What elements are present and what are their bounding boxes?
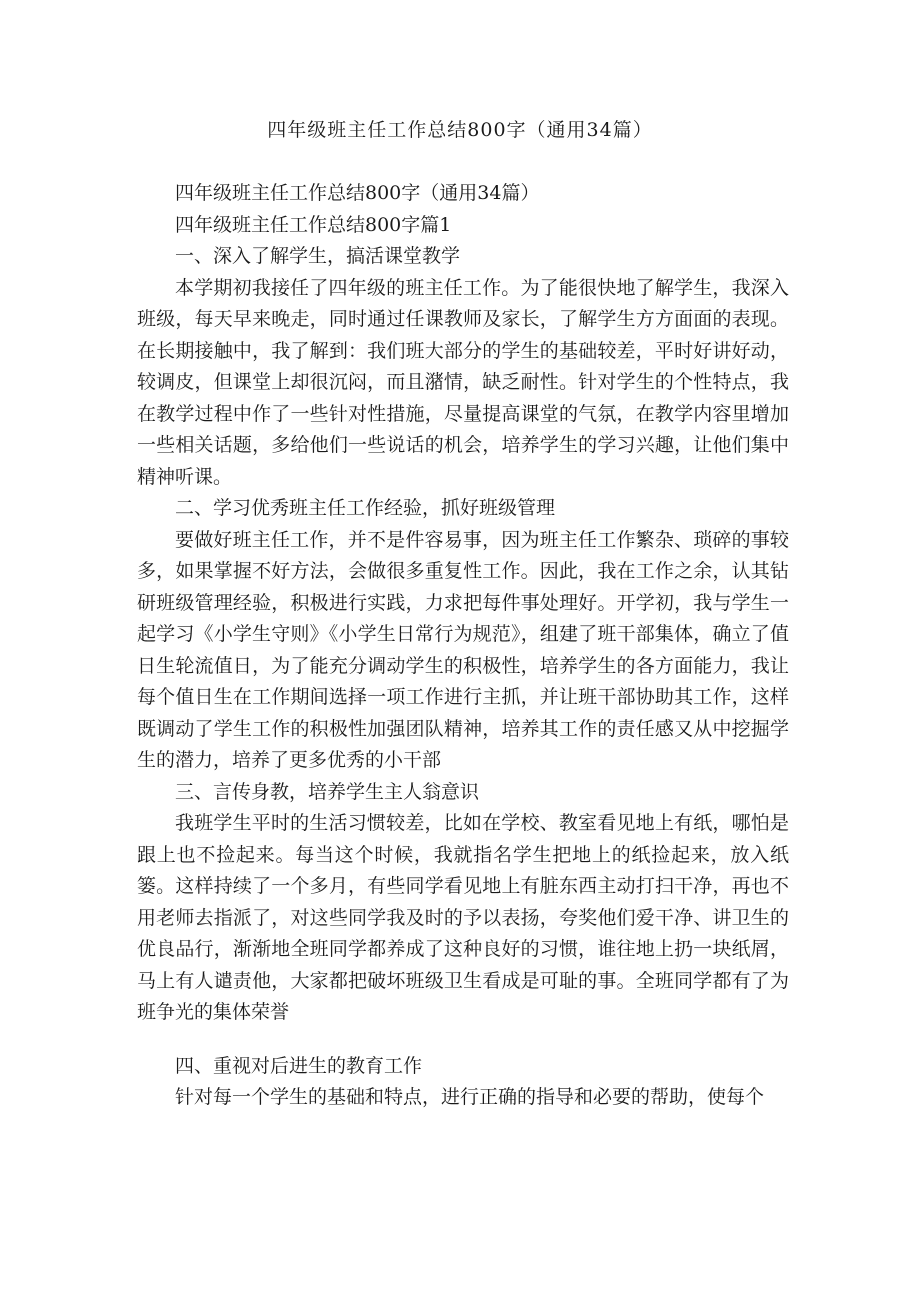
document-title: 四年级班主任工作总结800字（通用34篇）	[267, 119, 653, 141]
paragraph-understand-students: 本学期初我接任了四年级的班主任工作。为了能很快地了解学生，我深入班级，每天早来晚走，同时通过任课教师及家长，了解学生方方面面的表现。在长期接触中，我了解到：我们班大部分的学生的基础较差，平时好讲好动，较调皮，但课堂上却很沉闷，而且潴情，缺乏耐性。针对学生的个性特点，我在教学过程中作了一些针对性措施，尽量提高课堂的气氛，在教学内容里增加一些相关话题，多给他们一些说话的机会，培养学生的学习兴趣，让他们集中精神听课。	[137, 276, 789, 488]
heading-ownership: 三、言传身教，培养学生主人翁意识	[175, 780, 480, 803]
heading-struggling-students: 四、重视对后进生的教育工作	[175, 1054, 423, 1077]
section-heading-part1: 四年级班主任工作总结800字篇1	[175, 213, 452, 236]
document-body	[137, 178, 789, 1114]
heading-understand-students: 一、深入了解学生，搞活课堂教学	[175, 245, 461, 267]
paragraph-ownership: 我班学生平时的生活习惯较差，比如在学校、教室看见地上有纸，哪怕是跟上也不捡起来。每当这个时候，我就指名学生把地上的纸捡起来，放入纸篓。这样持续了一个多月，有些同学看见地上有脏东西主动打扫干净，再也不用老师去指派了，对这些同学我及时的予以表扬，夸奖他们爱干净、讲卫生的优良品行，渐渐地全班同学都养成了这种良好的习惯，谁往地上扔一块纸屑，马上有人谴责他，大家都把破坏班级卫生看成是可耻的事。全班同学都有了为班争光的集体荣誉	[137, 812, 789, 1023]
heading-class-management: 二、学习优秀班主任工作经验，抓好班级管理	[175, 497, 556, 519]
paragraph-struggling-students: 针对每一个学生的基础和特点，进行正确的指导和必要的帮助，使每个	[175, 1086, 765, 1108]
paragraph-gap	[137, 1029, 789, 1051]
subtitle-paragraph: 四年级班主任工作总结800字（通用34篇）	[175, 182, 540, 204]
paragraph-class-management: 要做好班主任工作，并不是件容易事，因为班主任工作繁杂、琐碎的事较多，如果掌握不好方法，会做很多重复性工作。因此，我在工作之余，认其钻研班级管理经验，积极进行实践，力求把每件事处理好。开学初，我与学生一起学习《小学生守则》《小学生日常行为规范》，组建了班干部集体，确立了值日生轮流值日，为了能充分调动学生的积极性，培养学生的各方面能力，我让每个值日生在工作期间选择一项工作进行主抓，并让班干部协助其工作，这样既调动了学生工作的积极性加强团队精神，培养其工作的责任感又从中挖掘学生的潜力，培养了更多优秀的小干部	[137, 528, 789, 771]
